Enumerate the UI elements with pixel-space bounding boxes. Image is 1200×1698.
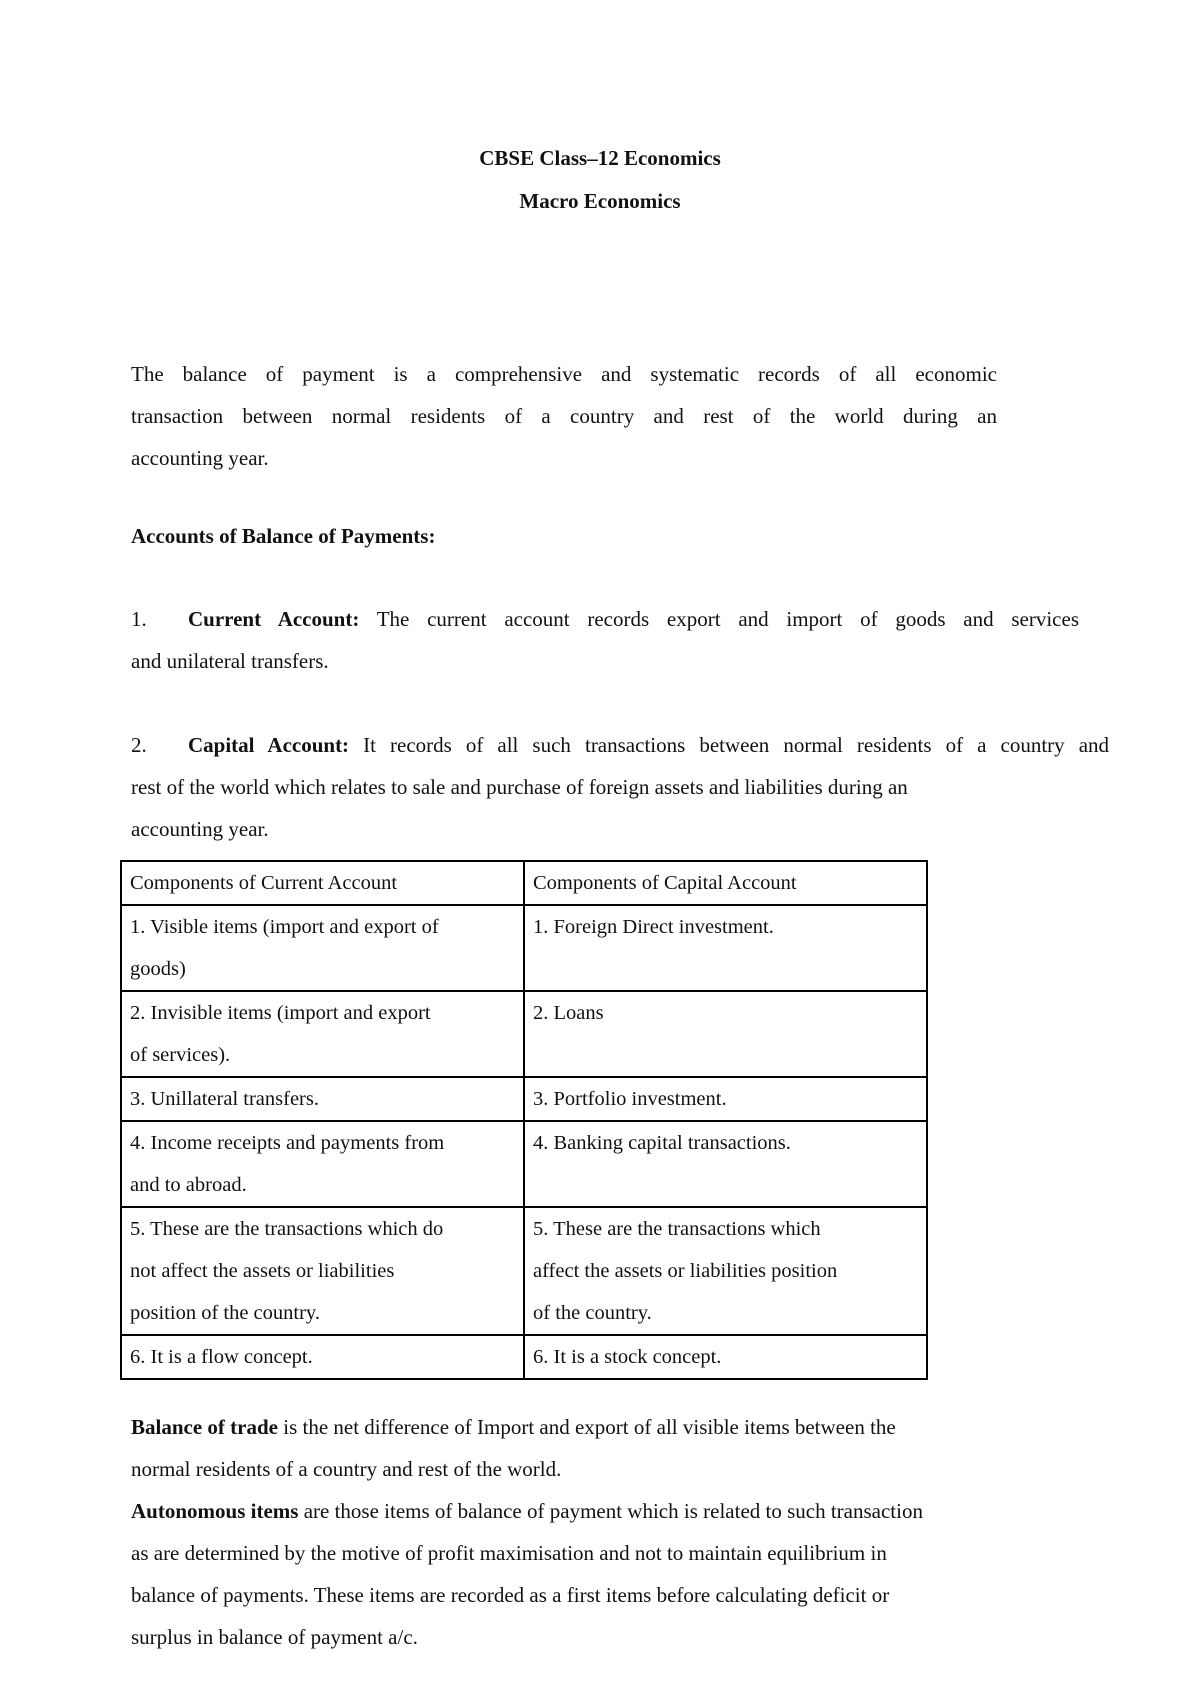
current-account-item	[131, 598, 1079, 682]
table-cell	[121, 1121, 524, 1207]
document-title: CBSE Class–12 Economics	[479, 146, 721, 170]
cell-line: 1. Visible items (import and export of	[130, 916, 439, 938]
cell-line: 6. It is a stock concept.	[533, 1346, 722, 1368]
table-cell	[121, 991, 524, 1077]
table-cell	[121, 1335, 524, 1379]
cell-line: 2. Invisible items (import and export	[130, 1002, 431, 1024]
balance-of-trade-term: Balance of trade	[131, 1415, 278, 1439]
document-subtitle: Macro Economics	[519, 189, 681, 213]
cell-line: and to abroad.	[130, 1174, 247, 1196]
capital-account-item	[131, 724, 1109, 850]
cell-line: 4. Banking capital transactions.	[533, 1132, 791, 1154]
cell-line: 6. It is a flow concept.	[130, 1346, 313, 1368]
item-number: 1.	[131, 607, 147, 631]
table-cell	[524, 905, 927, 991]
table-cell	[524, 991, 927, 1077]
cell-line: 5. These are the transactions which	[533, 1218, 821, 1240]
item-text: It records of all such transactions between normal residents of a country and	[363, 733, 1110, 757]
table-row	[121, 1077, 927, 1121]
table-cell	[524, 1335, 927, 1379]
table-row	[121, 1207, 927, 1335]
cell-line: 5. These are the transactions which do	[130, 1218, 444, 1240]
table-cell	[121, 1207, 524, 1335]
header-label: Components of Current Account	[130, 872, 398, 894]
table-cell	[121, 905, 524, 991]
item-text-line: rest of the world which relates to sale and purchase of foreign assets and liabilities during an	[131, 775, 908, 799]
table-cell	[524, 1207, 927, 1335]
intro-line: The balance of payment is a comprehensive and systematic records of all economic	[131, 362, 997, 386]
autonomous-items-first-line	[131, 1490, 1091, 1532]
balance-of-trade-text: is the net difference of Import and export of all visible items between the	[283, 1415, 896, 1439]
cell-line: 3. Unillateral transfers.	[130, 1088, 319, 1110]
header-capital-account	[524, 861, 927, 905]
item-term: Current Account:	[188, 607, 360, 631]
table-row	[121, 1335, 927, 1379]
table-header-row	[121, 861, 927, 905]
cell-line: affect the assets or liabilities position	[533, 1260, 838, 1282]
accounts-heading: Accounts of Balance of Payments:	[131, 524, 436, 548]
item-text-line: accounting year.	[131, 817, 269, 841]
cell-line: of the country.	[533, 1302, 652, 1324]
intro-line: accounting year.	[131, 446, 269, 470]
cell-line: goods)	[130, 958, 186, 980]
autonomous-items-line: surplus in balance of payment a/c.	[131, 1625, 418, 1649]
intro-paragraph	[131, 353, 997, 479]
autonomous-items-line: as are determined by the motive of profit maximisation and not to maintain equilibrium in	[131, 1541, 887, 1565]
table-cell	[524, 1077, 927, 1121]
components-table	[120, 860, 928, 1380]
item-text: The current account records export and import of goods and services	[376, 607, 1080, 631]
cell-line: not affect the assets or liabilities	[130, 1260, 395, 1282]
current-account-first-line	[131, 598, 1079, 640]
autonomous-items-text: are those items of balance of payment which is related to such transaction	[303, 1499, 923, 1523]
cell-line: 3. Portfolio investment.	[533, 1088, 727, 1110]
autonomous-items-term: Autonomous items	[131, 1499, 299, 1523]
cell-line: of services).	[130, 1044, 231, 1066]
cell-line: 4. Income receipts and payments from	[130, 1132, 445, 1154]
table-cell	[524, 1121, 927, 1207]
item-text-line: and unilateral transfers.	[131, 649, 329, 673]
table-row	[121, 1121, 927, 1207]
table-cell	[121, 1077, 524, 1121]
intro-line: transaction between normal residents of a country and rest of the world during an	[131, 404, 997, 428]
balance-of-trade-first-line	[131, 1406, 1091, 1448]
table-row	[121, 905, 927, 991]
header-label: Components of Capital Account	[533, 872, 797, 894]
cell-line: 2. Loans	[533, 1002, 604, 1024]
autonomous-items-line: balance of payments. These items are recorded as a first items before calculating deficit or	[131, 1583, 890, 1607]
table-row	[121, 991, 927, 1077]
item-number: 2.	[131, 733, 147, 757]
header-current-account	[121, 861, 524, 905]
balance-of-trade-line: normal residents of a country and rest of the world.	[131, 1457, 562, 1481]
capital-account-first-line	[131, 724, 1109, 766]
definitions-section	[131, 1406, 1091, 1658]
cell-line: 1. Foreign Direct investment.	[533, 916, 774, 938]
cell-line: position of the country.	[130, 1302, 320, 1324]
item-term: Capital Account:	[188, 733, 350, 757]
